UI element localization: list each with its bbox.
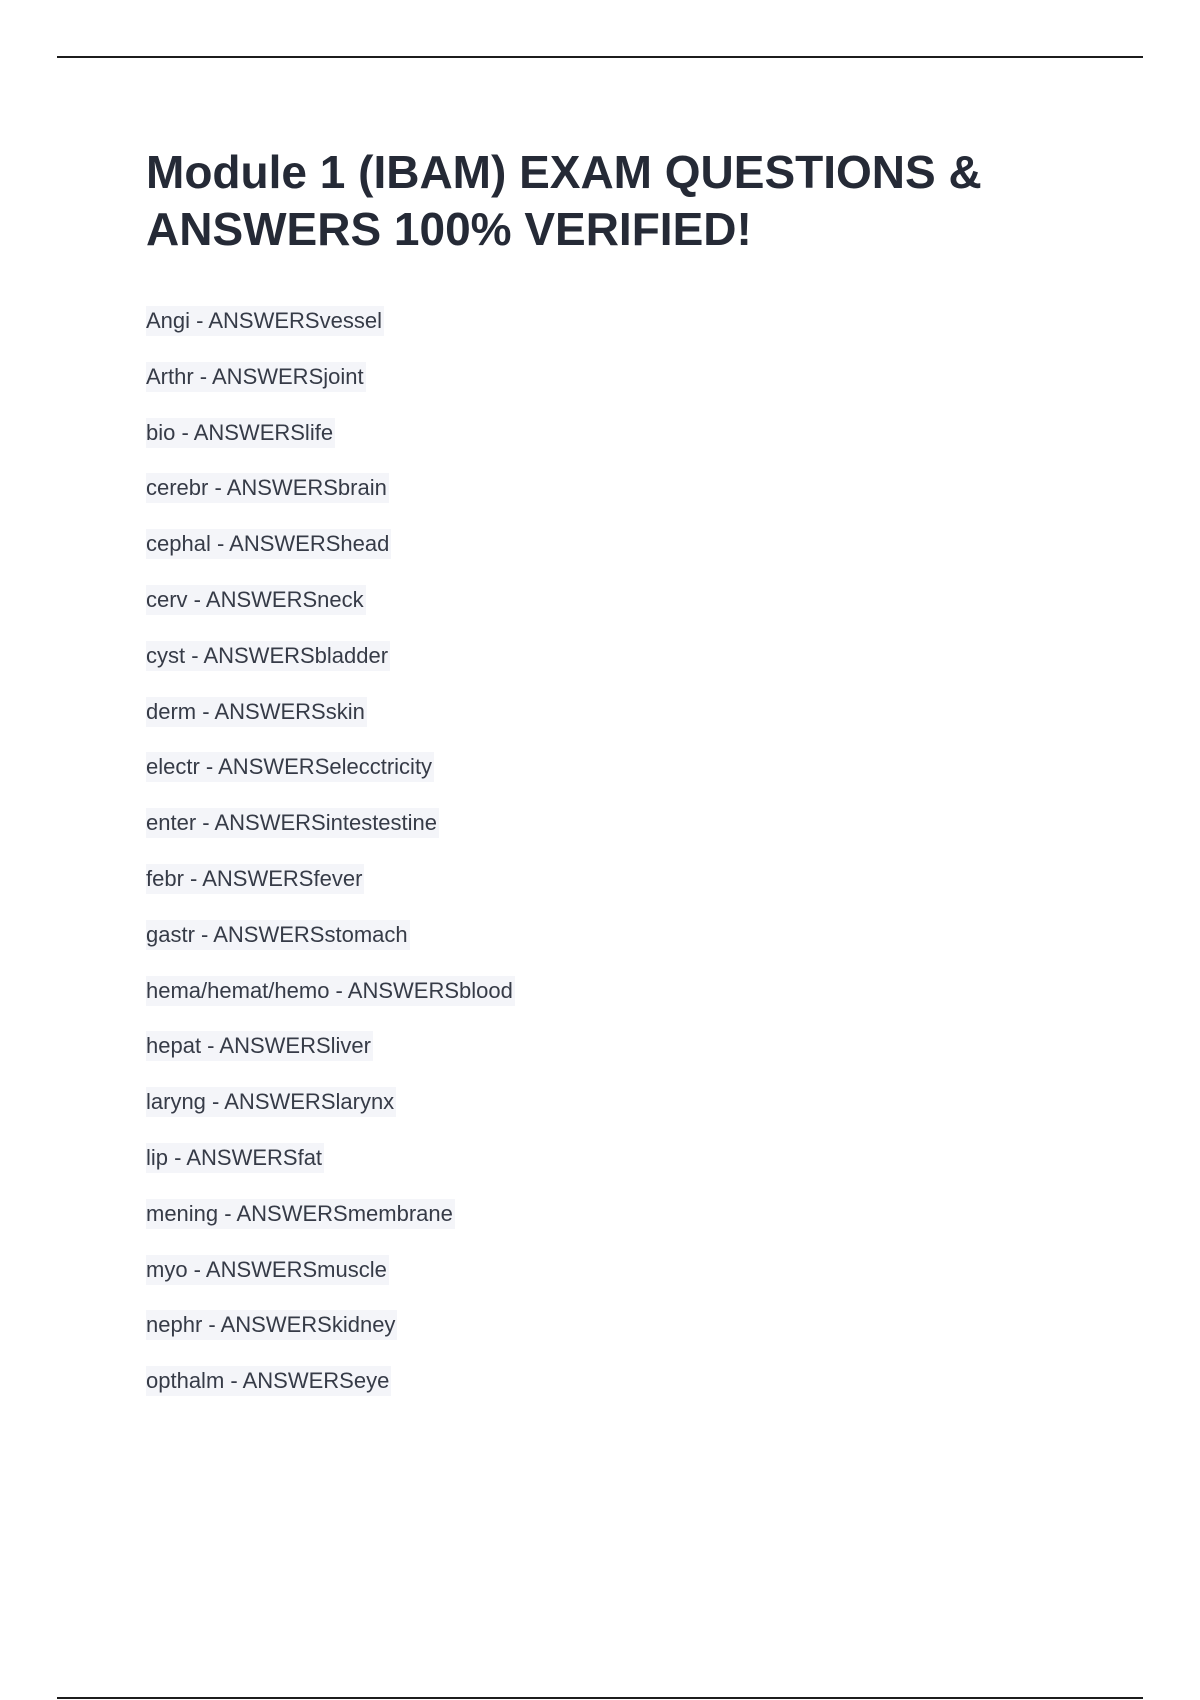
qa-entry <box>146 752 515 808</box>
qa-entry-text: cephal - ANSWERShead <box>146 529 391 559</box>
qa-entry-text: enter - ANSWERSintestestine <box>146 808 439 838</box>
qa-entry <box>146 1366 515 1422</box>
footer-rule <box>57 1697 1143 1699</box>
qa-entry <box>146 1199 515 1255</box>
qa-entry-text: myo - ANSWERSmuscle <box>146 1255 389 1285</box>
qa-entry <box>146 473 515 529</box>
qa-entry <box>146 697 515 753</box>
header-rule <box>57 56 1143 58</box>
qa-entry-text: gastr - ANSWERSstomach <box>146 920 410 950</box>
qa-entry <box>146 529 515 585</box>
qa-entry-text: laryng - ANSWERSlarynx <box>146 1087 396 1117</box>
qa-entry <box>146 306 515 362</box>
qa-entry <box>146 976 515 1032</box>
qa-entry <box>146 1087 515 1143</box>
qa-entry <box>146 585 515 641</box>
qa-entry-text: opthalm - ANSWERSeye <box>146 1366 391 1396</box>
qa-entry-text: cerv - ANSWERSneck <box>146 585 366 615</box>
qa-entry <box>146 864 515 920</box>
qa-entry-text: hepat - ANSWERSliver <box>146 1031 373 1061</box>
qa-entry <box>146 808 515 864</box>
qa-entry-text: Arthr - ANSWERSjoint <box>146 362 366 392</box>
qa-entry <box>146 1310 515 1366</box>
qa-list <box>146 306 515 1422</box>
qa-entry <box>146 418 515 474</box>
qa-entry-text: febr - ANSWERSfever <box>146 864 364 894</box>
qa-entry-text: Angi - ANSWERSvessel <box>146 306 384 336</box>
qa-entry-text: lip - ANSWERSfat <box>146 1143 324 1173</box>
qa-entry-text: derm - ANSWERSskin <box>146 697 367 727</box>
qa-entry-text: mening - ANSWERSmembrane <box>146 1199 455 1229</box>
qa-entry-text: hema/hemat/hemo - ANSWERSblood <box>146 976 515 1006</box>
qa-entry <box>146 1255 515 1311</box>
qa-entry <box>146 641 515 697</box>
qa-entry-text: nephr - ANSWERSkidney <box>146 1310 397 1340</box>
qa-entry <box>146 920 515 976</box>
qa-entry-text: bio - ANSWERSlife <box>146 418 335 448</box>
qa-entry-text: electr - ANSWERSelecctricity <box>146 752 434 782</box>
qa-entry <box>146 1143 515 1199</box>
qa-entry-text: cyst - ANSWERSbladder <box>146 641 390 671</box>
qa-entry <box>146 362 515 418</box>
qa-entry-text: cerebr - ANSWERSbrain <box>146 473 389 503</box>
document-title: Module 1 (IBAM) EXAM QUESTIONS & ANSWERS 100% VERIFIED! <box>146 146 982 255</box>
qa-entry <box>146 1031 515 1087</box>
document-body <box>146 144 1066 1394</box>
